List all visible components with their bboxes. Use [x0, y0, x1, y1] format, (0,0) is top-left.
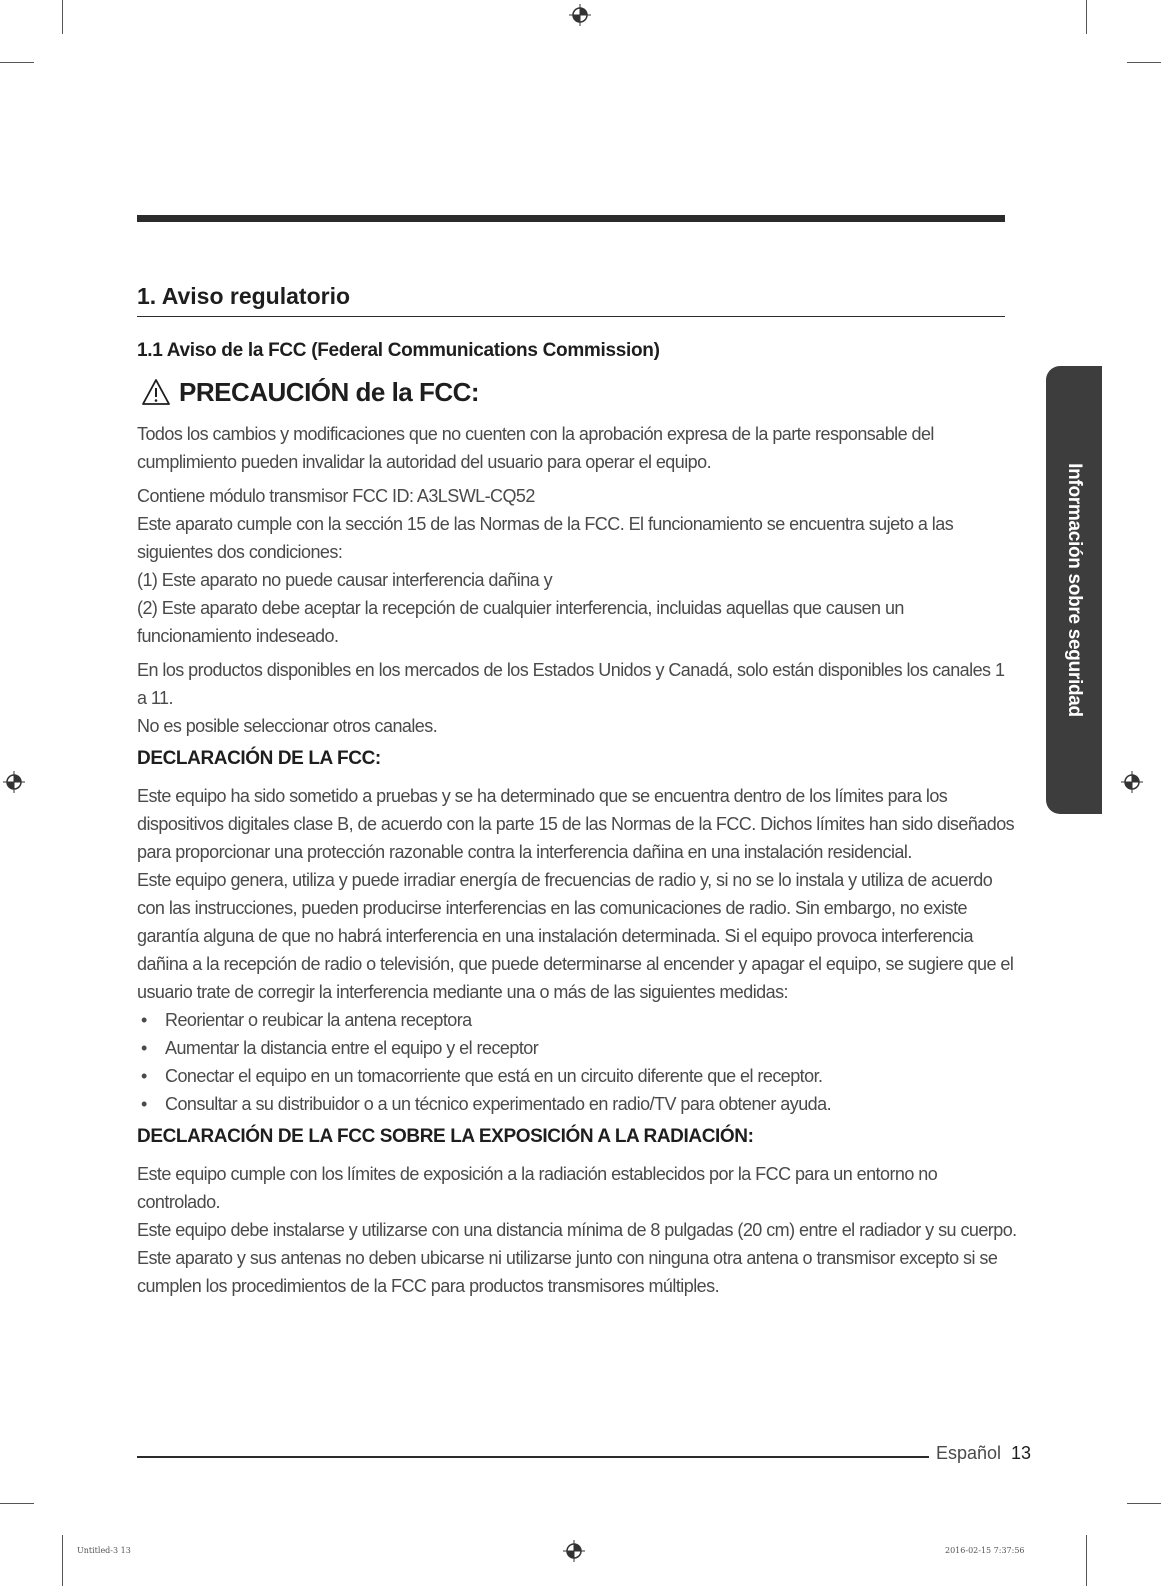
registration-mark-icon — [3, 771, 25, 793]
paragraph: En los productos disponibles en los mercados de los Estados Unidos y Canadá, solo están disponibles los canales 1 a 11. — [137, 660, 1005, 708]
registration-mark-icon — [569, 4, 591, 26]
paragraph: Este equipo ha sido sometido a pruebas y se ha determinado que se encuentra dentro de los límites para los dispositivos digitales clase B, de acuerdo con la parte 15 de las Normas de la FCC. Dichos límites han sido diseñados para proporcionar una protección razonable contra la interferencia dañina en una instalación residencial. — [137, 786, 1015, 862]
top-rule — [137, 215, 1005, 222]
print-slug-right: 2016-02-15 7:37:56 — [945, 1546, 1025, 1555]
crop-mark — [1086, 0, 1087, 34]
paragraph: Todos los cambios y modificaciones que no cuenten con la aprobación expresa de la parte responsable del cumplimiento pueden invalidar la autoridad del usuario para operar el equipo. — [137, 424, 934, 472]
paragraph: (1) Este aparato no puede causar interferencia dañina y — [137, 570, 553, 590]
paragraph: Este equipo debe instalarse y utilizarse con una distancia mínima de 8 pulgadas (20 cm) entre el radiador y su cuerpo. Este aparato y sus antenas no deben ubicarse ni utilizarse junto con ninguna otra antena o transmisor excepto si se cumplen los procedimientos de la FCC para productos transmisores múltiples. — [137, 1220, 1017, 1296]
print-slug-left: Untitled-3 13 — [77, 1546, 131, 1555]
list-item: • Consultar a su distribuidor o a un técnico experimentado en radio/TV para obtener ayuda. — [137, 1090, 1017, 1118]
side-tab-label: Información sobre seguridad — [1064, 463, 1085, 717]
radiation-heading: DECLARACIÓN DE LA FCC SOBRE LA EXPOSICIÓN A LA RADIACIÓN: — [137, 1126, 754, 1147]
list-item: • Conectar el equipo en un tomacorriente que está en un circuito diferente que el receptor. — [137, 1062, 1017, 1090]
paragraph: Este equipo cumple con los límites de exposición a la radiación establecidos por la FCC para un entorno no controlado. — [137, 1164, 938, 1212]
caution-title: PRECAUCIÓN de la FCC: — [179, 376, 480, 407]
caution-heading — [141, 374, 479, 410]
list-item: • Reorientar o reubicar la antena receptora — [137, 1006, 1017, 1034]
page-number: 13 — [1011, 1443, 1032, 1463]
section-title: 1. Aviso regulatorio — [137, 283, 1005, 317]
paragraph: Este equipo genera, utiliza y puede irradiar energía de frecuencias de radio y, si no se lo instala y utiliza de acuerdo con las instrucciones, pueden producirse interferencias en las comunicaciones de radio. Sin embargo, no existe garantía alguna de que no habrá interferencia en una instalación determinada. Si el equipo provoca interferencia dañina a la recepción de radio o televisión, que puede determinarse al encender y apagar el equipo, se sugiere que el usuario trate de corregir la interferencia mediante una o más de las siguientes medidas: — [137, 870, 1014, 1002]
main-content — [137, 420, 1017, 1300]
registration-mark-icon — [1121, 771, 1143, 793]
crop-mark — [0, 1503, 34, 1504]
section-subtitle: 1.1 Aviso de la FCC (Federal Communications Commission) — [137, 340, 660, 361]
paragraph: Contiene módulo transmisor FCC ID: A3LSWL-CQ52 — [137, 486, 535, 506]
list-item: • Aumentar la distancia entre el equipo y el receptor — [137, 1034, 1017, 1062]
paragraph: No es posible seleccionar otros canales. — [137, 716, 438, 736]
paragraph: (2) Este aparato debe aceptar la recepción de cualquier interferencia, incluidas aquellas que causen un funcionamiento indeseado. — [137, 598, 904, 646]
paragraph: Este aparato cumple con la sección 15 de las Normas de la FCC. El funcionamiento se encuentra sujeto a las siguientes dos condiciones: — [137, 514, 954, 562]
footer-rule — [137, 1456, 929, 1458]
crop-mark — [62, 1535, 63, 1586]
side-tab — [1046, 366, 1102, 814]
measures-list — [137, 1006, 1017, 1118]
declaration-heading: DECLARACIÓN DE LA FCC: — [137, 748, 381, 769]
crop-mark — [62, 0, 63, 34]
registration-mark-icon — [563, 1540, 585, 1562]
crop-mark — [0, 62, 34, 63]
warning-triangle-icon — [141, 378, 171, 406]
crop-mark — [1086, 1535, 1087, 1586]
crop-mark — [1127, 62, 1161, 63]
footer-language: Español — [936, 1443, 1002, 1463]
crop-mark — [1127, 1503, 1161, 1504]
